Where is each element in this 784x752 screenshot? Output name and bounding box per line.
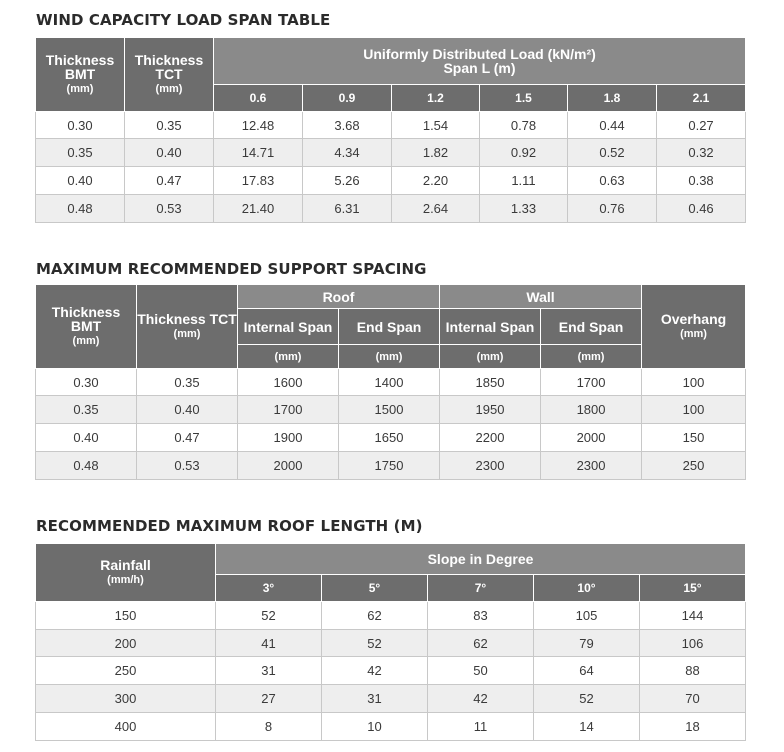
- table-cell: 52: [216, 602, 322, 630]
- table-row: [36, 630, 746, 657]
- slope-header: 15°: [640, 575, 746, 602]
- table-cell: 1600: [238, 369, 339, 396]
- table-cell: 0.35: [125, 112, 214, 139]
- table-cell: 8: [216, 713, 322, 741]
- table-cell: 83: [428, 602, 534, 630]
- table-cell: 62: [428, 630, 534, 657]
- table-cell: 0.78: [480, 112, 568, 139]
- table-cell: 1850: [440, 369, 541, 396]
- table-cell: 2.64: [392, 195, 480, 223]
- table-cell: 250: [36, 657, 216, 685]
- table-cell: 1400: [339, 369, 440, 396]
- table-cell: 0.32: [657, 139, 746, 167]
- table-cell: 6.31: [303, 195, 392, 223]
- header-udl-group: Uniformly Distributed Load (kN/m²) Span L (m): [214, 38, 746, 85]
- table-cell: 2.20: [392, 167, 480, 195]
- table-cell: 14: [534, 713, 640, 741]
- table-cell: 300: [36, 685, 216, 713]
- table-cell: 42: [428, 685, 534, 713]
- table-cell: 88: [640, 657, 746, 685]
- header-unit-mm: (mm): [541, 345, 642, 369]
- table-cell: 0.48: [36, 195, 125, 223]
- table-cell: 0.35: [36, 139, 125, 167]
- table-row: [36, 396, 746, 424]
- span-header: 2.1: [657, 85, 746, 112]
- table-cell: 10: [322, 713, 428, 741]
- table-row: [36, 424, 746, 452]
- table-cell: 1950: [440, 396, 541, 424]
- header-overhang: Overhang (mm): [642, 285, 746, 369]
- table-cell: 1750: [339, 452, 440, 480]
- table-cell: 1900: [238, 424, 339, 452]
- header-unit-mm: (mm): [339, 345, 440, 369]
- table-row: [36, 139, 746, 167]
- roof-length-table: [35, 543, 746, 741]
- table-cell: 0.40: [36, 424, 137, 452]
- table-row: [36, 195, 746, 223]
- table-cell: 52: [322, 630, 428, 657]
- table-cell: 31: [216, 657, 322, 685]
- table-cell: 250: [642, 452, 746, 480]
- table-cell: 62: [322, 602, 428, 630]
- table-cell: 0.53: [125, 195, 214, 223]
- header-unit-mm: (mm): [440, 345, 541, 369]
- header-slope-group: Slope in Degree: [216, 544, 746, 575]
- table-cell: 11: [428, 713, 534, 741]
- header-roof-group: Roof: [238, 285, 440, 309]
- table-cell: 0.48: [36, 452, 137, 480]
- table-cell: 1500: [339, 396, 440, 424]
- header-thickness-bmt: Thickness BMT (mm): [36, 38, 125, 112]
- table-cell: 14.71: [214, 139, 303, 167]
- table-cell: 0.40: [125, 139, 214, 167]
- table-cell: 0.53: [137, 452, 238, 480]
- header-rainfall: Rainfall (mm/h): [36, 544, 216, 602]
- span-header: 1.8: [568, 85, 657, 112]
- table-cell: 18: [640, 713, 746, 741]
- table-cell: 0.30: [36, 112, 125, 139]
- table-cell: 0.47: [125, 167, 214, 195]
- table-row: [36, 112, 746, 139]
- table-row: [36, 713, 746, 741]
- table-cell: 0.40: [137, 396, 238, 424]
- table-cell: 105: [534, 602, 640, 630]
- table-row: [36, 685, 746, 713]
- table-cell: 1.82: [392, 139, 480, 167]
- table-cell: 0.30: [36, 369, 137, 396]
- table-cell: 5.26: [303, 167, 392, 195]
- header-wall-group: Wall: [440, 285, 642, 309]
- table-cell: 400: [36, 713, 216, 741]
- table-cell: 41: [216, 630, 322, 657]
- span-header: 0.6: [214, 85, 303, 112]
- table-cell: 0.52: [568, 139, 657, 167]
- table-cell: 100: [642, 396, 746, 424]
- table-cell: 0.35: [137, 369, 238, 396]
- table-cell: 1700: [238, 396, 339, 424]
- span-header: 1.2: [392, 85, 480, 112]
- roof-length-title: RECOMMENDED MAXIMUM ROOF LENGTH (M): [36, 517, 423, 535]
- table-cell: 2200: [440, 424, 541, 452]
- table-cell: 17.83: [214, 167, 303, 195]
- table-cell: 12.48: [214, 112, 303, 139]
- table-cell: 64: [534, 657, 640, 685]
- support-spacing-table: [35, 284, 746, 480]
- table-cell: 1.11: [480, 167, 568, 195]
- header-roof-internal-span: Internal Span: [238, 309, 339, 345]
- table-cell: 0.38: [657, 167, 746, 195]
- table-cell: 0.76: [568, 195, 657, 223]
- table-cell: 1800: [541, 396, 642, 424]
- table-cell: 150: [642, 424, 746, 452]
- table-cell: 1.54: [392, 112, 480, 139]
- header-thickness-bmt: Thickness BMT (mm): [36, 285, 137, 369]
- table-cell: 79: [534, 630, 640, 657]
- table-cell: 144: [640, 602, 746, 630]
- table-row: [36, 602, 746, 630]
- table-cell: 100: [642, 369, 746, 396]
- table-cell: 0.47: [137, 424, 238, 452]
- table-cell: 0.35: [36, 396, 137, 424]
- table-cell: 0.27: [657, 112, 746, 139]
- table-cell: 27: [216, 685, 322, 713]
- slope-header: 10°: [534, 575, 640, 602]
- table-cell: 70: [640, 685, 746, 713]
- header-unit-mm: (mm): [238, 345, 339, 369]
- table-cell: 0.63: [568, 167, 657, 195]
- span-header: 1.5: [480, 85, 568, 112]
- header-thickness-tct: Thickness TCT (mm): [137, 285, 238, 369]
- span-header: 0.9: [303, 85, 392, 112]
- slope-header: 5°: [322, 575, 428, 602]
- table-cell: 150: [36, 602, 216, 630]
- header-thickness-tct: Thickness TCT (mm): [125, 38, 214, 112]
- table-cell: 0.46: [657, 195, 746, 223]
- table-cell: 4.34: [303, 139, 392, 167]
- table-cell: 42: [322, 657, 428, 685]
- table-cell: 106: [640, 630, 746, 657]
- table-cell: 31: [322, 685, 428, 713]
- wind-capacity-table: [35, 37, 746, 223]
- table-row: [36, 369, 746, 396]
- header-roof-end-span: End Span: [339, 309, 440, 345]
- wind-capacity-title: WIND CAPACITY LOAD SPAN TABLE: [36, 11, 331, 29]
- table-row: [36, 657, 746, 685]
- header-wall-internal-span: Internal Span: [440, 309, 541, 345]
- slope-header: 3°: [216, 575, 322, 602]
- table-cell: 3.68: [303, 112, 392, 139]
- table-cell: 200: [36, 630, 216, 657]
- table-cell: 52: [534, 685, 640, 713]
- table-cell: 2000: [541, 424, 642, 452]
- table-row: [36, 167, 746, 195]
- table-cell: 1.33: [480, 195, 568, 223]
- slope-header: 7°: [428, 575, 534, 602]
- table-cell: 1650: [339, 424, 440, 452]
- header-wall-end-span: End Span: [541, 309, 642, 345]
- table-cell: 21.40: [214, 195, 303, 223]
- table-cell: 50: [428, 657, 534, 685]
- support-spacing-title: MAXIMUM RECOMMENDED SUPPORT SPACING: [36, 260, 427, 278]
- table-cell: 2300: [541, 452, 642, 480]
- table-cell: 2300: [440, 452, 541, 480]
- table-row: [36, 452, 746, 480]
- table-cell: 0.92: [480, 139, 568, 167]
- table-cell: 1700: [541, 369, 642, 396]
- table-cell: 0.40: [36, 167, 125, 195]
- table-cell: 0.44: [568, 112, 657, 139]
- table-cell: 2000: [238, 452, 339, 480]
